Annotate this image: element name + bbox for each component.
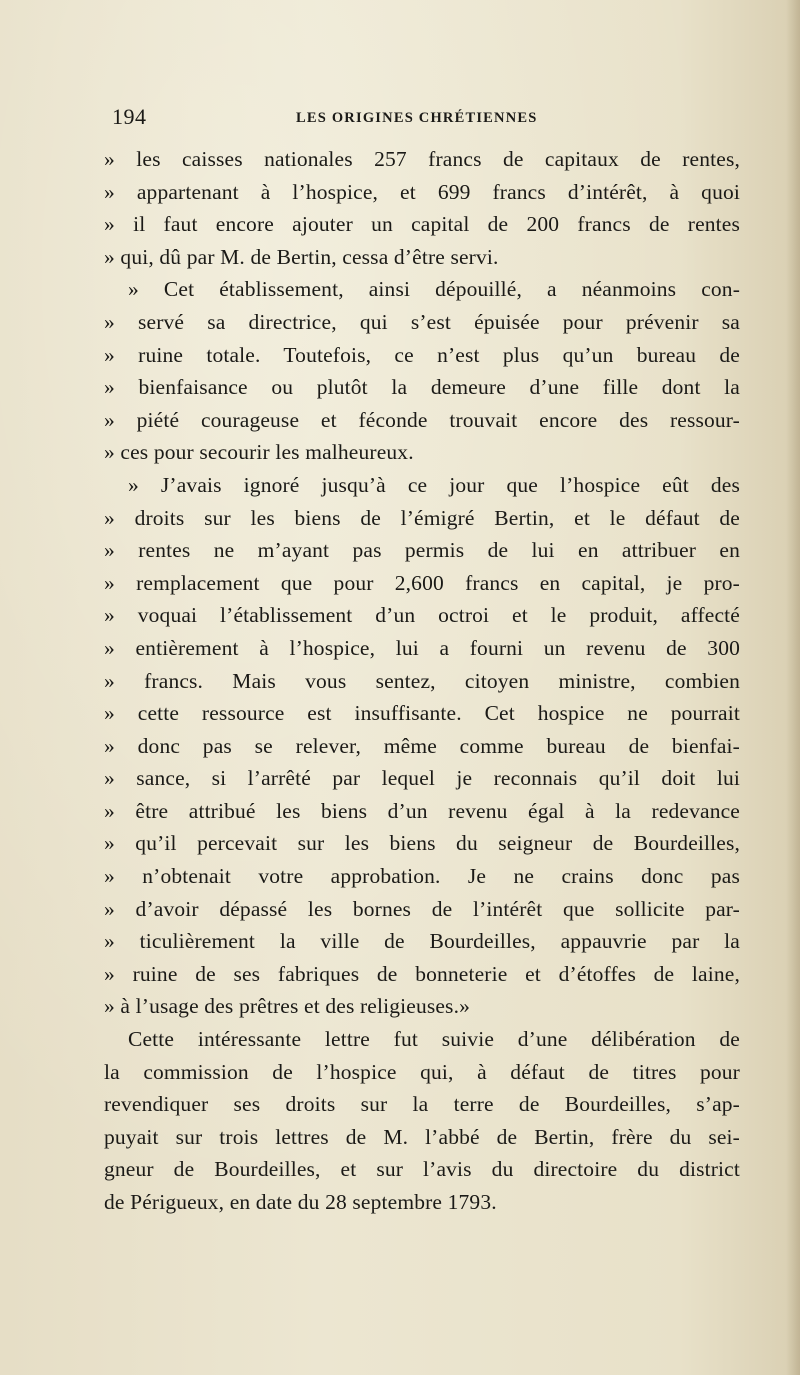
text-line: » n’obtenait votre approbation. Je ne crains donc pas bbox=[104, 864, 740, 889]
text-line: puyait sur trois lettres de M. l’abbé de Bertin, frère du sei- bbox=[104, 1124, 740, 1149]
text-line: » droits sur les biens de l’émigré Bertin, et le défaut de bbox=[104, 505, 740, 530]
text-line: » d’avoir dépassé les bornes de l’intérêt que sollicite par- bbox=[104, 896, 740, 921]
page-edge-shadow bbox=[786, 0, 800, 1375]
text-line: » servé sa directrice, qui s’est épuisée pour prévenir sa bbox=[104, 309, 740, 334]
text-line: revendiquer ses droits sur la terre de Bourdeilles, s’ap- bbox=[104, 1092, 740, 1117]
text-line: » appartenant à l’hospice, et 699 francs d’intérêt, à quoi bbox=[104, 179, 740, 204]
text-line: » J’avais ignoré jusqu’à ce jour que l’hospice eût des bbox=[128, 472, 740, 497]
text-line: » ruine de ses fabriques de bonneterie et d’étoffes de laine, bbox=[104, 961, 740, 986]
text-line: » cette ressource est insuffisante. Cet hospice ne pourrait bbox=[104, 701, 740, 726]
page-header bbox=[112, 104, 732, 134]
text-line: » être attribué les biens d’un revenu égal à la redevance bbox=[104, 798, 740, 823]
text-line: » les caisses nationales 257 francs de capitaux de rentes, bbox=[104, 147, 740, 171]
text-line: » sance, si l’arrêté par lequel je reconnais qu’il doit lui bbox=[104, 766, 740, 791]
text-line: » donc pas se relever, même comme bureau de bienfai- bbox=[104, 733, 740, 758]
text-line: » ruine totale. Toutefois, ce n’est plus qu’un bureau de bbox=[104, 342, 740, 367]
text-line: » voquai l’établissement d’un octroi et le produit, affecté bbox=[104, 603, 740, 628]
text-line: » entièrement à l’hospice, lui a fourni un revenu de 300 bbox=[104, 635, 740, 660]
text-line: » bienfaisance ou plutôt la demeure d’une fille dont la bbox=[104, 375, 740, 400]
text-line: » Cet établissement, ainsi dépouillé, a néanmoins con- bbox=[128, 277, 740, 302]
text-line: » remplacement que pour 2,600 francs en capital, je pro- bbox=[104, 570, 740, 595]
text-line: de Périgueux, en date du 28 septembre 1793. bbox=[104, 1190, 497, 1214]
text-line: » ces pour secourir les malheureux. bbox=[104, 440, 414, 465]
text-line: » francs. Mais vous sentez, citoyen ministre, combien bbox=[104, 668, 740, 693]
text-line: » il faut encore ajouter un capital de 200 francs de rentes bbox=[104, 212, 740, 237]
running-title: LES ORIGINES CHRÉTIENNES bbox=[296, 110, 538, 126]
body-text bbox=[104, 143, 740, 1219]
text-line: gneur de Bourdeilles, et sur l’avis du directoire du district bbox=[104, 1157, 740, 1182]
text-line: » qu’il percevait sur les biens du seigneur de Bourdeilles, bbox=[104, 831, 740, 856]
text-line: » ticulièrement la ville de Bourdeilles, appauvrie par la bbox=[104, 929, 740, 954]
text-line: » piété courageuse et féconde trouvait encore des ressour- bbox=[104, 407, 740, 432]
text-line: » qui, dû par M. de Bertin, cessa d’être servi. bbox=[104, 244, 499, 269]
text-line: la commission de l’hospice qui, à défaut de titres pour bbox=[104, 1059, 740, 1084]
text-line: Cette intéressante lettre fut suivie d’une délibération de bbox=[128, 1027, 740, 1052]
text-line: » à l’usage des prêtres et des religieuses.» bbox=[104, 994, 471, 1019]
text-line: » rentes ne m’ayant pas permis de lui en attribuer en bbox=[104, 538, 740, 563]
page-number: 194 bbox=[112, 104, 147, 129]
